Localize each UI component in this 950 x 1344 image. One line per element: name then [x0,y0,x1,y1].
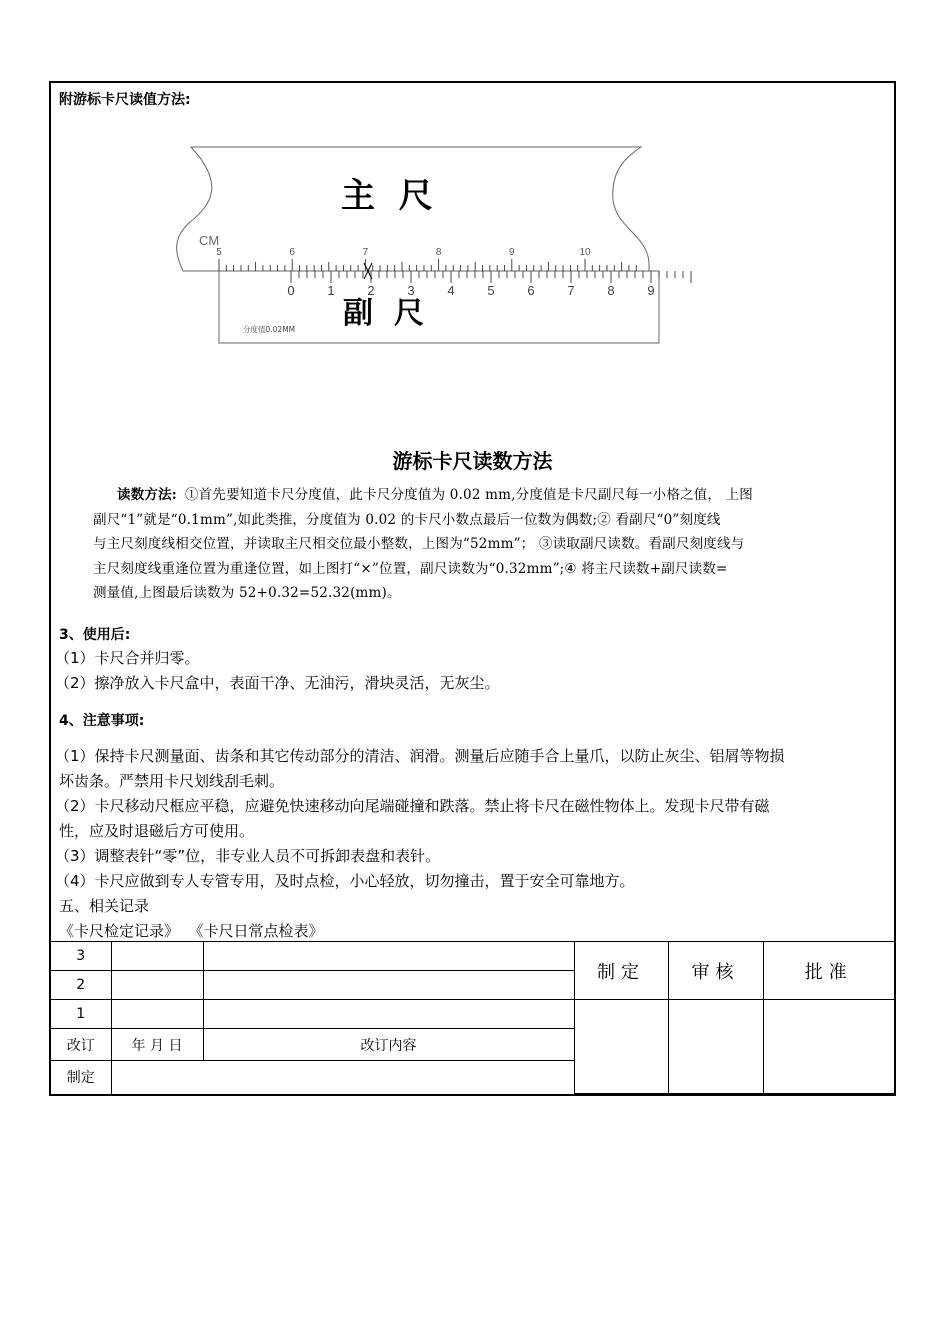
section4-item-3: （3）调整表针“零”位，非专业人员不可拆卸表盘和表针。 [55,847,441,865]
vernier-tick-label: 1 [327,283,335,298]
vernier-tick-label: 0 [287,283,295,298]
method-line-1: 读数方法: ①首先要知道卡尺分度值，此卡尺分度值为 0.02 mm,分度值是卡尺副尺每一小格之值， 上图 [117,487,754,503]
vernier-tick-label: 8 [607,283,615,298]
vernier-tick-label: 9 [647,283,655,298]
vernier-tick-label: 4 [447,283,455,298]
main-scale-tick-label: 8 [435,247,442,258]
method-line-3: 与主尺刻度线相交位置，并读取主尺相交位最小整数，上图为“52mm”； ③读取副尺读数。看副尺刻度线与 [93,536,745,552]
appendix-title: 附游标卡尺读值方法: [59,92,191,108]
row-prepared-label: 制定 [51,1061,111,1094]
method-line-4: 主尺刻度线重逢位置为重逢位置，如上图打“×”位置，副尺读数为“0.32mm”;④ 将主尺读数+副尺读数= [93,560,728,577]
section4-item-2b: 性，应及时退磁后方可使用。 [59,822,255,840]
revision-date-cell [111,971,203,1000]
revision-number: 3 [51,942,111,971]
section3-title: 3、使用后: [59,627,131,643]
main-scale-label: 主 尺 [341,176,433,216]
section4-item-2a: （2）卡尺移动尺框应平稳，应避免快速移动向尾端碰撞和跌落。禁止将卡尺在磁性物体上。发现卡尺带有磁 [55,797,770,815]
method-title: 游标卡尺读数方法 [392,449,553,473]
main-scale-tick-label: 9 [509,247,515,258]
revision-date-cell [111,1000,203,1029]
method-label: 读数方法: [117,487,177,503]
vernier-caliper-diagram [171,145,655,350]
section3-list [55,646,890,696]
section5-records: 《卡尺检定记录》 《卡尺日常点检表》 [59,922,324,940]
revision-date-cell [111,942,203,971]
method-line-2: 副尺“1”就是“0.1mm”,如此类推，分度值为 0.02 的卡尺小数点最后一位数为偶数;② 看副尺“0”刻度线 [93,511,721,528]
sign-approve-header: 批准 [763,942,894,1000]
section4-item-1b: 坏齿条。严禁用卡尺划线刮毛刺。 [59,772,285,790]
division-note: 分度值0.02MM [243,325,296,334]
main-scale-tick-label: 5 [216,247,222,258]
col-revision-header: 改订 [51,1029,111,1061]
col-content-header: 改订内容 [203,1029,574,1061]
unit-label: CM [199,233,220,248]
sign-approve-cell [763,1000,894,1094]
main-scale-tick-label: 7 [362,247,369,258]
section5-title: 五、相关记录 [59,897,150,915]
section4-item-4: （4）卡尺应做到专人专管专用，及时点检，小心轻放，切勿撞击，置于安全可靠地方。 [55,872,635,890]
vernier-tick-label: 2 [367,283,375,298]
revision-content-cell [203,942,574,971]
prepared-value-cell [111,1061,574,1094]
table-row [51,942,894,971]
section4-title: 4、注意事项: [59,713,145,729]
table-row [51,1000,894,1029]
vernier-tick-label: 3 [407,283,415,298]
method-paragraph [93,483,893,606]
section4-item-1a: （1）保持卡尺测量面、齿条和其它传动部分的清洁、润滑。测量后应随手合上量爪，以防止灰尘、铝屑等物损 [55,747,785,765]
col-date-header: 年 月 日 [111,1029,203,1061]
revision-number: 2 [51,971,111,1000]
revision-content-cell [203,971,574,1000]
sign-prepare-header: 制定 [574,942,668,1000]
revision-table [51,941,894,1094]
revision-number: 1 [51,1000,111,1029]
vernier-tick-label: 5 [487,283,495,298]
revision-content-cell [203,1000,574,1029]
sign-review-cell [668,1000,763,1094]
main-scale-tick-label: 10 [579,247,591,258]
section3-item-1: （1）卡尺合并归零。 [55,649,200,667]
section3-item-2: （2）擦净放入卡尺盒中，表面干净、无油污，滑块灵活，无灰尘。 [55,674,500,692]
vernier-tick-label: 6 [527,283,535,298]
method-line-5: 测量值,上图最后读数为 52+0.32=52.32(mm)。 [93,585,401,601]
section4-list [55,744,895,894]
sign-prepare-cell [574,1000,668,1094]
vernier-label: 副 尺 [343,296,424,331]
vernier-tick-label: 7 [567,283,575,298]
document-page [49,81,896,1096]
main-scale-tick-label: 6 [289,247,295,258]
sign-review-header: 审核 [668,942,763,1000]
